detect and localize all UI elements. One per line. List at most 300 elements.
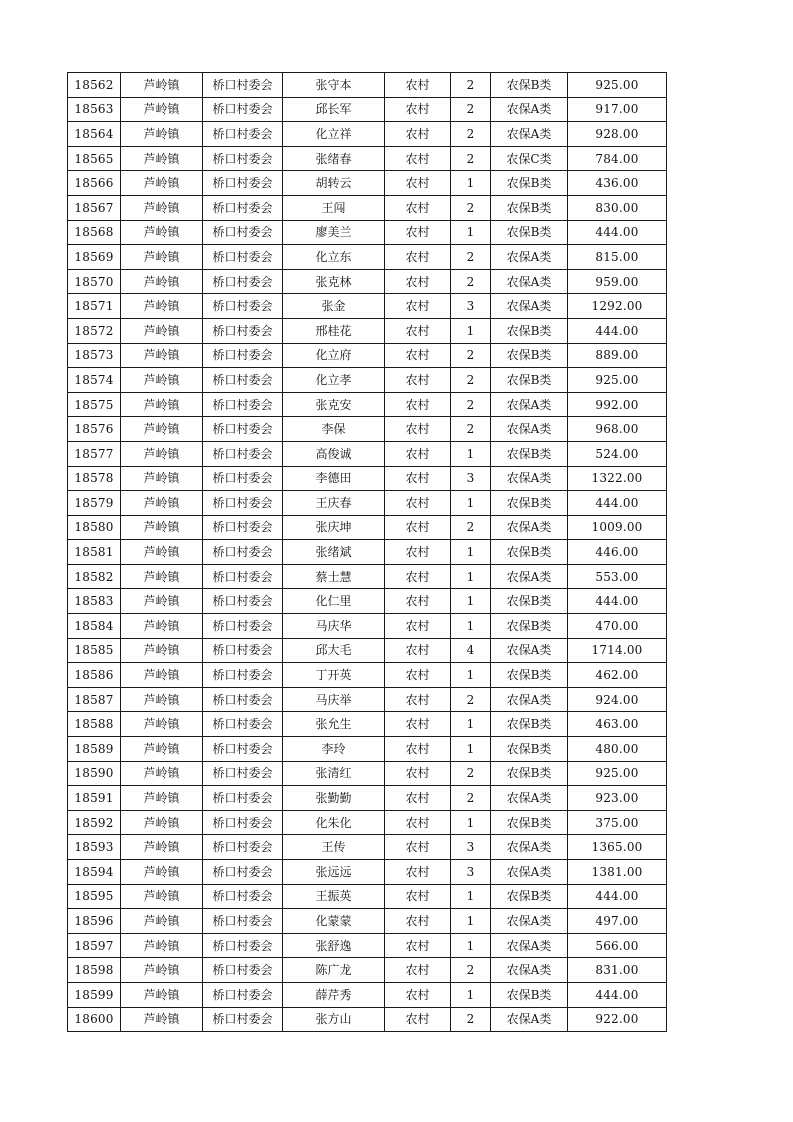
area-type-cell: 农村 — [385, 97, 451, 122]
area-type-cell: 农村 — [385, 245, 451, 270]
town-cell: 芦岭镇 — [121, 466, 203, 491]
area-type-cell: 农村 — [385, 195, 451, 220]
town-cell: 芦岭镇 — [121, 146, 203, 171]
table-row — [68, 540, 667, 565]
town-cell: 芦岭镇 — [121, 860, 203, 885]
record-id-cell: 18577 — [68, 441, 121, 466]
name-cell: 邱大毛 — [283, 638, 385, 663]
name-cell: 化仁里 — [283, 589, 385, 614]
town-cell: 芦岭镇 — [121, 269, 203, 294]
name-cell: 张允生 — [283, 712, 385, 737]
name-cell: 张绪春 — [283, 146, 385, 171]
town-cell: 芦岭镇 — [121, 663, 203, 688]
village-cell: 桥口村委会 — [203, 663, 283, 688]
area-type-cell: 农村 — [385, 786, 451, 811]
name-cell: 蔡士慧 — [283, 564, 385, 589]
household-count-cell: 1 — [451, 441, 491, 466]
table-row — [68, 146, 667, 171]
town-cell: 芦岭镇 — [121, 73, 203, 98]
amount-cell: 1292.00 — [568, 294, 667, 319]
village-cell: 桥口村委会 — [203, 860, 283, 885]
area-type-cell: 农村 — [385, 73, 451, 98]
town-cell: 芦岭镇 — [121, 368, 203, 393]
area-type-cell: 农村 — [385, 884, 451, 909]
household-count-cell: 1 — [451, 737, 491, 762]
amount-cell: 1322.00 — [568, 466, 667, 491]
table-row — [68, 195, 667, 220]
household-count-cell: 2 — [451, 122, 491, 147]
village-cell: 桥口村委会 — [203, 245, 283, 270]
town-cell: 芦岭镇 — [121, 417, 203, 442]
area-type-cell: 农村 — [385, 737, 451, 762]
record-id-cell: 18583 — [68, 589, 121, 614]
name-cell: 王传 — [283, 835, 385, 860]
record-id-cell: 18590 — [68, 761, 121, 786]
record-id-cell: 18580 — [68, 515, 121, 540]
record-id-cell: 18573 — [68, 343, 121, 368]
record-id-cell: 18564 — [68, 122, 121, 147]
record-id-cell: 18594 — [68, 860, 121, 885]
area-type-cell: 农村 — [385, 712, 451, 737]
table-row — [68, 835, 667, 860]
household-count-cell: 1 — [451, 712, 491, 737]
insurance-category-cell: 农保A类 — [491, 97, 568, 122]
table-row — [68, 687, 667, 712]
name-cell: 张方山 — [283, 1007, 385, 1032]
village-cell: 桥口村委会 — [203, 810, 283, 835]
town-cell: 芦岭镇 — [121, 933, 203, 958]
table-row — [68, 417, 667, 442]
amount-cell: 831.00 — [568, 958, 667, 983]
name-cell: 高俊诚 — [283, 441, 385, 466]
insurance-category-cell: 农保A类 — [491, 466, 568, 491]
insurance-category-cell: 农保B类 — [491, 614, 568, 639]
record-id-cell: 18592 — [68, 810, 121, 835]
table-row — [68, 663, 667, 688]
area-type-cell: 农村 — [385, 515, 451, 540]
household-count-cell: 2 — [451, 515, 491, 540]
record-id-cell: 18598 — [68, 958, 121, 983]
name-cell: 化立府 — [283, 343, 385, 368]
insurance-category-cell: 农保A类 — [491, 515, 568, 540]
village-cell: 桥口村委会 — [203, 564, 283, 589]
area-type-cell: 农村 — [385, 171, 451, 196]
name-cell: 李保 — [283, 417, 385, 442]
name-cell: 张金 — [283, 294, 385, 319]
amount-cell: 959.00 — [568, 269, 667, 294]
insurance-category-cell: 农保A类 — [491, 958, 568, 983]
record-id-cell: 18591 — [68, 786, 121, 811]
town-cell: 芦岭镇 — [121, 515, 203, 540]
household-count-cell: 2 — [451, 146, 491, 171]
name-cell: 马庆华 — [283, 614, 385, 639]
insurance-category-cell: 农保A类 — [491, 835, 568, 860]
table-row — [68, 171, 667, 196]
record-id-cell: 18568 — [68, 220, 121, 245]
insurance-category-cell: 农保A类 — [491, 1007, 568, 1032]
table-row — [68, 73, 667, 98]
amount-cell: 375.00 — [568, 810, 667, 835]
area-type-cell: 农村 — [385, 589, 451, 614]
household-count-cell: 3 — [451, 860, 491, 885]
town-cell: 芦岭镇 — [121, 737, 203, 762]
record-id-cell: 18588 — [68, 712, 121, 737]
household-count-cell: 2 — [451, 73, 491, 98]
insurance-category-cell: 农保B类 — [491, 884, 568, 909]
record-id-cell: 18599 — [68, 982, 121, 1007]
area-type-cell: 农村 — [385, 491, 451, 516]
amount-cell: 923.00 — [568, 786, 667, 811]
area-type-cell: 农村 — [385, 614, 451, 639]
table-row — [68, 441, 667, 466]
village-cell: 桥口村委会 — [203, 122, 283, 147]
insurance-category-cell: 农保A类 — [491, 269, 568, 294]
amount-cell: 992.00 — [568, 392, 667, 417]
village-cell: 桥口村委会 — [203, 97, 283, 122]
amount-cell: 815.00 — [568, 245, 667, 270]
name-cell: 化立祥 — [283, 122, 385, 147]
area-type-cell: 农村 — [385, 269, 451, 294]
town-cell: 芦岭镇 — [121, 958, 203, 983]
area-type-cell: 农村 — [385, 810, 451, 835]
town-cell: 芦岭镇 — [121, 835, 203, 860]
insurance-category-cell: 农保B类 — [491, 491, 568, 516]
table-row — [68, 122, 667, 147]
household-count-cell: 2 — [451, 245, 491, 270]
household-count-cell: 1 — [451, 614, 491, 639]
table-row — [68, 761, 667, 786]
record-id-cell: 18563 — [68, 97, 121, 122]
name-cell: 陈广龙 — [283, 958, 385, 983]
amount-cell: 925.00 — [568, 761, 667, 786]
amount-cell: 462.00 — [568, 663, 667, 688]
village-cell: 桥口村委会 — [203, 884, 283, 909]
table-row — [68, 589, 667, 614]
area-type-cell: 农村 — [385, 1007, 451, 1032]
insurance-category-cell: 农保A类 — [491, 294, 568, 319]
record-id-cell: 18597 — [68, 933, 121, 958]
village-cell: 桥口村委会 — [203, 540, 283, 565]
table-row — [68, 933, 667, 958]
record-id-cell: 18587 — [68, 687, 121, 712]
household-count-cell: 2 — [451, 97, 491, 122]
name-cell: 张勤勤 — [283, 786, 385, 811]
town-cell: 芦岭镇 — [121, 909, 203, 934]
area-type-cell: 农村 — [385, 540, 451, 565]
name-cell: 胡转云 — [283, 171, 385, 196]
town-cell: 芦岭镇 — [121, 786, 203, 811]
amount-cell: 922.00 — [568, 1007, 667, 1032]
record-id-cell: 18567 — [68, 195, 121, 220]
table-row — [68, 810, 667, 835]
insurance-category-cell: 农保A类 — [491, 245, 568, 270]
household-count-cell: 1 — [451, 491, 491, 516]
name-cell: 王振英 — [283, 884, 385, 909]
village-cell: 桥口村委会 — [203, 589, 283, 614]
area-type-cell: 农村 — [385, 368, 451, 393]
insurance-category-cell: 农保B类 — [491, 441, 568, 466]
name-cell: 邱长军 — [283, 97, 385, 122]
village-cell: 桥口村委会 — [203, 638, 283, 663]
insurance-category-cell: 农保A类 — [491, 638, 568, 663]
record-id-cell: 18569 — [68, 245, 121, 270]
name-cell: 李德田 — [283, 466, 385, 491]
table-row — [68, 564, 667, 589]
amount-cell: 784.00 — [568, 146, 667, 171]
town-cell: 芦岭镇 — [121, 195, 203, 220]
record-id-cell: 18593 — [68, 835, 121, 860]
insurance-category-cell: 农保B类 — [491, 318, 568, 343]
insurance-category-cell: 农保B类 — [491, 368, 568, 393]
town-cell: 芦岭镇 — [121, 540, 203, 565]
insurance-category-cell: 农保B类 — [491, 663, 568, 688]
name-cell: 王庆春 — [283, 491, 385, 516]
table-row — [68, 982, 667, 1007]
amount-cell: 553.00 — [568, 564, 667, 589]
village-cell: 桥口村委会 — [203, 294, 283, 319]
record-id-cell: 18562 — [68, 73, 121, 98]
town-cell: 芦岭镇 — [121, 441, 203, 466]
table-row — [68, 786, 667, 811]
area-type-cell: 农村 — [385, 318, 451, 343]
town-cell: 芦岭镇 — [121, 343, 203, 368]
name-cell: 张克林 — [283, 269, 385, 294]
insurance-category-cell: 农保A类 — [491, 122, 568, 147]
table-row — [68, 737, 667, 762]
insurance-category-cell: 农保B类 — [491, 540, 568, 565]
area-type-cell: 农村 — [385, 220, 451, 245]
area-type-cell: 农村 — [385, 909, 451, 934]
area-type-cell: 农村 — [385, 687, 451, 712]
name-cell: 化立东 — [283, 245, 385, 270]
insurance-category-cell: 农保A类 — [491, 860, 568, 885]
amount-cell: 444.00 — [568, 220, 667, 245]
insurance-category-cell: 农保A类 — [491, 909, 568, 934]
table-row — [68, 318, 667, 343]
town-cell: 芦岭镇 — [121, 392, 203, 417]
insurance-category-cell: 农保C类 — [491, 146, 568, 171]
area-type-cell: 农村 — [385, 663, 451, 688]
name-cell: 王闯 — [283, 195, 385, 220]
area-type-cell: 农村 — [385, 958, 451, 983]
records-table-body — [68, 73, 667, 1032]
name-cell: 化蒙蒙 — [283, 909, 385, 934]
table-row — [68, 343, 667, 368]
village-cell: 桥口村委会 — [203, 1007, 283, 1032]
record-id-cell: 18584 — [68, 614, 121, 639]
name-cell: 薛芹秀 — [283, 982, 385, 1007]
area-type-cell: 农村 — [385, 761, 451, 786]
amount-cell: 446.00 — [568, 540, 667, 565]
town-cell: 芦岭镇 — [121, 294, 203, 319]
village-cell: 桥口村委会 — [203, 909, 283, 934]
village-cell: 桥口村委会 — [203, 392, 283, 417]
village-cell: 桥口村委会 — [203, 318, 283, 343]
insurance-category-cell: 农保B类 — [491, 73, 568, 98]
village-cell: 桥口村委会 — [203, 958, 283, 983]
household-count-cell: 1 — [451, 933, 491, 958]
insurance-category-cell: 农保B类 — [491, 195, 568, 220]
village-cell: 桥口村委会 — [203, 491, 283, 516]
table-row — [68, 860, 667, 885]
area-type-cell: 农村 — [385, 860, 451, 885]
household-count-cell: 2 — [451, 368, 491, 393]
table-row — [68, 466, 667, 491]
town-cell: 芦岭镇 — [121, 884, 203, 909]
insurance-category-cell: 农保A类 — [491, 933, 568, 958]
insurance-category-cell: 农保B类 — [491, 761, 568, 786]
table-row — [68, 638, 667, 663]
village-cell: 桥口村委会 — [203, 786, 283, 811]
household-count-cell: 2 — [451, 687, 491, 712]
name-cell: 化立孝 — [283, 368, 385, 393]
town-cell: 芦岭镇 — [121, 638, 203, 663]
table-row — [68, 491, 667, 516]
amount-cell: 463.00 — [568, 712, 667, 737]
town-cell: 芦岭镇 — [121, 318, 203, 343]
area-type-cell: 农村 — [385, 466, 451, 491]
record-id-cell: 18579 — [68, 491, 121, 516]
household-count-cell: 2 — [451, 392, 491, 417]
town-cell: 芦岭镇 — [121, 589, 203, 614]
name-cell: 张远远 — [283, 860, 385, 885]
amount-cell: 497.00 — [568, 909, 667, 934]
record-id-cell: 18578 — [68, 466, 121, 491]
town-cell: 芦岭镇 — [121, 245, 203, 270]
area-type-cell: 农村 — [385, 392, 451, 417]
record-id-cell: 18581 — [68, 540, 121, 565]
table-row — [68, 294, 667, 319]
insurance-category-cell: 农保B类 — [491, 982, 568, 1007]
table-row — [68, 368, 667, 393]
name-cell: 化朱化 — [283, 810, 385, 835]
amount-cell: 830.00 — [568, 195, 667, 220]
amount-cell: 444.00 — [568, 982, 667, 1007]
amount-cell: 925.00 — [568, 368, 667, 393]
household-count-cell: 1 — [451, 909, 491, 934]
household-count-cell: 1 — [451, 663, 491, 688]
household-count-cell: 4 — [451, 638, 491, 663]
village-cell: 桥口村委会 — [203, 368, 283, 393]
village-cell: 桥口村委会 — [203, 737, 283, 762]
area-type-cell: 农村 — [385, 564, 451, 589]
village-cell: 桥口村委会 — [203, 220, 283, 245]
amount-cell: 889.00 — [568, 343, 667, 368]
amount-cell: 924.00 — [568, 687, 667, 712]
name-cell: 张舒逸 — [283, 933, 385, 958]
record-id-cell: 18600 — [68, 1007, 121, 1032]
area-type-cell: 农村 — [385, 343, 451, 368]
name-cell: 张克安 — [283, 392, 385, 417]
record-id-cell: 18586 — [68, 663, 121, 688]
amount-cell: 1714.00 — [568, 638, 667, 663]
record-id-cell: 18572 — [68, 318, 121, 343]
town-cell: 芦岭镇 — [121, 712, 203, 737]
amount-cell: 524.00 — [568, 441, 667, 466]
amount-cell: 925.00 — [568, 73, 667, 98]
household-count-cell: 1 — [451, 220, 491, 245]
insurance-category-cell: 农保A类 — [491, 564, 568, 589]
amount-cell: 1381.00 — [568, 860, 667, 885]
village-cell: 桥口村委会 — [203, 982, 283, 1007]
town-cell: 芦岭镇 — [121, 810, 203, 835]
town-cell: 芦岭镇 — [121, 171, 203, 196]
village-cell: 桥口村委会 — [203, 835, 283, 860]
amount-cell: 917.00 — [568, 97, 667, 122]
household-count-cell: 3 — [451, 294, 491, 319]
town-cell: 芦岭镇 — [121, 687, 203, 712]
household-count-cell: 1 — [451, 982, 491, 1007]
name-cell: 丁开英 — [283, 663, 385, 688]
amount-cell: 1009.00 — [568, 515, 667, 540]
table-row — [68, 245, 667, 270]
village-cell: 桥口村委会 — [203, 712, 283, 737]
amount-cell: 444.00 — [568, 491, 667, 516]
record-id-cell: 18585 — [68, 638, 121, 663]
town-cell: 芦岭镇 — [121, 97, 203, 122]
village-cell: 桥口村委会 — [203, 417, 283, 442]
household-count-cell: 1 — [451, 540, 491, 565]
area-type-cell: 农村 — [385, 294, 451, 319]
table-row — [68, 269, 667, 294]
record-id-cell: 18575 — [68, 392, 121, 417]
insurance-category-cell: 农保B类 — [491, 712, 568, 737]
table-row — [68, 392, 667, 417]
table-row — [68, 220, 667, 245]
record-id-cell: 18571 — [68, 294, 121, 319]
town-cell: 芦岭镇 — [121, 614, 203, 639]
household-count-cell: 2 — [451, 343, 491, 368]
area-type-cell: 农村 — [385, 982, 451, 1007]
area-type-cell: 农村 — [385, 417, 451, 442]
table-row — [68, 712, 667, 737]
household-count-cell: 1 — [451, 171, 491, 196]
village-cell: 桥口村委会 — [203, 614, 283, 639]
household-count-cell: 2 — [451, 786, 491, 811]
table-row — [68, 515, 667, 540]
amount-cell: 928.00 — [568, 122, 667, 147]
table-row — [68, 909, 667, 934]
name-cell: 李玲 — [283, 737, 385, 762]
insurance-category-cell: 农保A类 — [491, 687, 568, 712]
town-cell: 芦岭镇 — [121, 1007, 203, 1032]
household-count-cell: 3 — [451, 466, 491, 491]
insurance-category-cell: 农保A类 — [491, 392, 568, 417]
insurance-category-cell: 农保A类 — [491, 786, 568, 811]
record-id-cell: 18576 — [68, 417, 121, 442]
amount-cell: 566.00 — [568, 933, 667, 958]
record-id-cell: 18570 — [68, 269, 121, 294]
record-id-cell: 18574 — [68, 368, 121, 393]
town-cell: 芦岭镇 — [121, 761, 203, 786]
insurance-category-cell: 农保B类 — [491, 589, 568, 614]
household-count-cell: 2 — [451, 761, 491, 786]
household-count-cell: 3 — [451, 835, 491, 860]
amount-cell: 480.00 — [568, 737, 667, 762]
insurance-category-cell: 农保B类 — [491, 737, 568, 762]
village-cell: 桥口村委会 — [203, 933, 283, 958]
household-count-cell: 1 — [451, 564, 491, 589]
village-cell: 桥口村委会 — [203, 171, 283, 196]
records-table — [67, 72, 667, 1032]
name-cell: 张绪斌 — [283, 540, 385, 565]
household-count-cell: 2 — [451, 417, 491, 442]
insurance-category-cell: 农保B类 — [491, 220, 568, 245]
name-cell: 张清红 — [283, 761, 385, 786]
table-row — [68, 1007, 667, 1032]
record-id-cell: 18566 — [68, 171, 121, 196]
name-cell: 马庆举 — [283, 687, 385, 712]
